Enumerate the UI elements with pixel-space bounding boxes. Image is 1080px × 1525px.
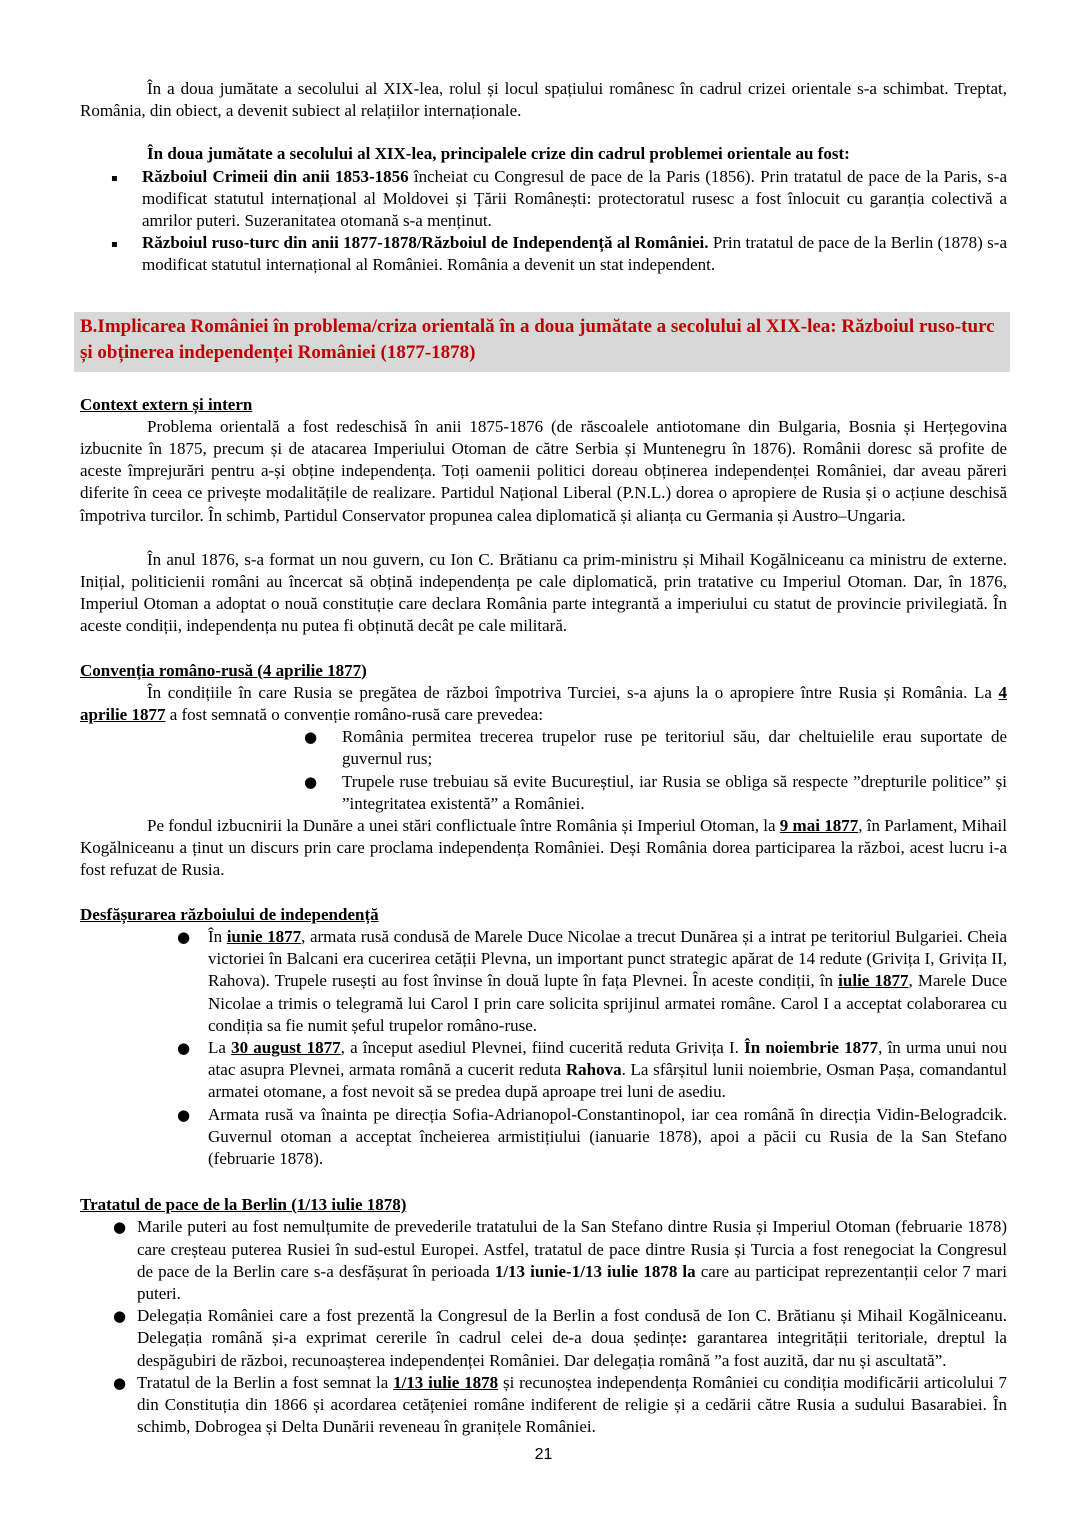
text-run: În noiembrie 1877 — [744, 1037, 879, 1057]
text-run: : — [681, 1328, 688, 1348]
disc-bullet-icon: ● — [113, 1218, 127, 1237]
list-item — [80, 1305, 1007, 1372]
text-run: a fost semnată o convenție româno-rusă care prevedea: — [165, 705, 544, 725]
context-paragraph-1: Problema orientală a fost redeschisă în anii 1875-1876 (de răscoalele antiotomane din Bulgaria, Bosnia și Herțegovina izbucnite în 1875, precum și de atacarea Imperiului Otoman de către Serbia și Muntenegru în 1876). Românii doresc să profite de aceste împrejurări pentru a-și obține independența. Toți oamenii politici doreau obținerea independenței României, dar aveau păreri diferite în ceea ce privește modalitățile de realizare. Partidul Național Liberal (P.N.L.) dorea o apropiere de Rusia și o acțiune deschisă împotriva turcilor. În schimb, Partidul Conservator propunea calea diplomatică și alianța cu Germania și Austro–Ungaria. — [80, 416, 1007, 525]
berlin-heading — [80, 1194, 1007, 1216]
text-run: și recunoștea independența României cu condiția modificării articolului 7 din Constituția din 1866 și acordarea cetățeniei române indiferent de religie și a cedării către Rusia a sudului Basarabiei. În schimb, Dobrogea și Delta Dunării reveneau în granițele României. — [137, 1372, 1007, 1437]
square-bullet-icon: ▪ — [111, 172, 118, 184]
list-item-text: Trupele ruse trebuiau să evite Bucureștiul, iar Rusia se obliga să respecte ”drepturile politice” și ”integritatea existentă” a României. — [342, 771, 1007, 813]
crises-lead-line: În doua jumătate a secolului al XIX-lea, principalele crize din cadrul problemei orientale au fost: — [147, 144, 850, 164]
convention-heading-text: Convenția româno-rusă (4 aprilie 1877) — [80, 660, 367, 680]
text-run: , armata rusă condusă de Marele Duce Nicolae a trecut Dunărea și a intrat pe teritoriul Bulgariei. Cheia victoriei în Balcani era cucerirea cetății Plevna, un important punct strategic apărat de 14 redute (Grivița I, Grivița II, Rahova). Trupele rusești au fost învinse în două lupte în fața Plevnei. În aceste condiții, în — [208, 926, 1008, 991]
text-run: iulie 1877 — [838, 971, 909, 991]
disc-bullet-icon: ● — [177, 1105, 191, 1124]
text-run: 30 august 1877 — [231, 1037, 341, 1057]
text-run: , în urma unui nou atac asupra Plevnei, armata română a cucerit reduta — [208, 1037, 1007, 1080]
list-item — [80, 1372, 1007, 1439]
text-run: Pe fondul izbucnirii la Dunăre a unei stări conflictuale între România și Imperiul Otoman, la — [147, 816, 780, 836]
text-run: , a început asediul Plevnei, fiind cucerită reduta Grivița I. — [340, 1037, 745, 1057]
list-item — [80, 771, 1007, 815]
war-heading-text: Desfășurarea războiului de independență — [80, 904, 379, 924]
text-run: care au participat reprezentanții celor 7 mari puteri. — [137, 1261, 1007, 1303]
berlin-heading-text: Tratatul de pace de la Berlin (1/13 iulie 1878) — [80, 1195, 407, 1215]
disc-bullet-icon: ● — [113, 1373, 127, 1392]
page-number: 21 — [534, 1446, 553, 1464]
convention-clause-list — [80, 726, 1007, 815]
text-run: Tratatul de la Berlin a fost semnat la — [137, 1372, 394, 1392]
list-item — [80, 1104, 1007, 1171]
list-item-text — [137, 1306, 1007, 1369]
disc-bullet-icon: ● — [304, 772, 318, 791]
text-run: , Marele Duce Nicolae a trimis o telegramă lui Carol I prin care solicita sprijinul armatei române. Carol I a acceptat colaborarea cu condiția sa fie numit șeful trupelor româno-ruse. — [208, 971, 1007, 1035]
list-item — [80, 926, 1007, 1037]
text-run: La — [208, 1037, 232, 1057]
list-item — [80, 726, 1007, 770]
war-heading — [80, 904, 1007, 926]
text-run: Armata rusă va înainta pe direcția Sofia-Adrianopol-Constantinopol, iar cea română în direcția Vidin-Belogradcik. Guvernul otoman a acceptat încheierea armistițiului (ianuarie 1878), apoi a păcii cu Rusia de la San Stefano (februarie 1878). — [208, 1104, 1007, 1168]
disc-bullet-icon: ● — [177, 1038, 191, 1057]
text-run: Războiul ruso-turc din anii 1877-1878/Războiul de Independență al României. — [142, 233, 709, 253]
text-run: . La sfârșitul lunii noiembrie, Osman Pașa, comandantul armatei otomane, a fost nevoit să se predea după aproape trei luni de asediu. — [208, 1060, 1008, 1102]
parliament-paragraph — [80, 815, 1007, 882]
disc-bullet-icon: ● — [304, 728, 318, 747]
text-run: Rahova — [565, 1060, 622, 1080]
text-run: garantarea integrității teritoriale, dreptul la despăgubiri de război, recunoașterea independenței României. Dar delegația română ”a fost auzită, dar nu și ascultată”. — [137, 1328, 1007, 1370]
text-run: În condițiile în care Rusia se pregătea de război împotriva Turciei, s-a ajuns la o apropiere între Rusia și România. La — [147, 682, 999, 702]
list-item-text — [208, 927, 1007, 1035]
list-item — [80, 1216, 1007, 1305]
text-run: Delegația României care a fost prezentă la Congresul de la Berlin a fost condusă de Ion C. Brătianu și Mihail Kogălniceanu. Delegația română și-a exprimat cererile în cadrul celei de-a doua ședințe — [137, 1306, 1007, 1348]
list-item-text: România permitea trecerea trupelor ruse pe teritoriul său, dar cheltuielile erau suportate de guvernul rus; — [342, 727, 1007, 769]
list-item — [80, 166, 1007, 233]
list-item-text — [208, 1038, 1007, 1101]
text-run: 1/13 iunie-1/13 iulie 1878 la — [494, 1261, 696, 1281]
text-run: Prin tratatul de pace de la Berlin (1878) s-a modificat statutul internațional al României. România a devenit un stat independent. — [142, 233, 1007, 275]
list-item-text — [142, 233, 1007, 274]
disc-bullet-icon: ● — [113, 1307, 127, 1326]
intro-paragraph: În a doua jumătate a secolului al XIX-lea, rolul și locul spațiului românesc în cadrul crizei orientale s-a schimbat. Treptat, România, din obiect, a devenit subiect al relațiilor internaționale. — [80, 79, 1007, 121]
convention-heading — [80, 660, 1007, 682]
section-b-heading: B.Implicarea României în problema/criza orientală în a doua jumătate a secolului al XIX-lea: Războiul ruso-turc și obținerea independenței României (1877-1878) — [74, 312, 1010, 372]
context-heading — [80, 394, 1007, 416]
crises-list — [80, 166, 1007, 277]
square-bullet-icon: ▪ — [111, 239, 118, 251]
list-item-text — [142, 167, 1007, 230]
list-item-text — [137, 1373, 1007, 1436]
text-run: 1/13 iulie 1878 — [393, 1372, 499, 1392]
text-run: Războiul Crimeii din anii 1853-1856 — [142, 166, 409, 186]
list-item-text — [208, 1105, 1007, 1168]
text-run: încheiat cu Congresul de pace de la Paris (1856). Prin tratatul de pace de la Paris, s-a modificat statutul internațional al Moldovei și Țării Românești: protectoratul rusesc a fost înlocuit cu garanția colectivă a amrilor puteri. Suzeranitatea otomană s-a menținut. — [142, 166, 1007, 231]
context-heading-text: Context extern și intern — [80, 394, 253, 414]
text-run: În — [208, 926, 227, 946]
convention-intro — [80, 682, 1007, 726]
context-paragraph-2: În anul 1876, s-a format un nou guvern, cu Ion C. Brătianu ca prim-ministru și Mihail Kogălniceanu ca ministru de externe. Inițial, politicienii români au încercat să obțină independența pe cale diplomatică, prin tratative cu Imperiul Otoman. Dar, în 1876, Imperiul Otoman a adoptat o nouă constituție care declara România parte integrantă a imperiului cu statut de provincie privilegiată. În aceste condiții, independența nu putea fi obținută decât pe cale militară. — [80, 549, 1007, 636]
text-run: 9 mai 1877 — [779, 816, 859, 836]
disc-bullet-icon: ● — [177, 927, 191, 946]
list-item — [80, 1037, 1007, 1104]
berlin-treaty-list — [80, 1216, 1007, 1438]
text-run: iunie 1877 — [226, 926, 302, 946]
war-events-list — [80, 926, 1007, 1170]
list-item-text — [137, 1217, 1007, 1303]
text-run: Marile puteri au fost nemulțumite de prevederile tratatului de la San Stefano dintre Rusia și Imperiul Otoman (februarie 1878) care creșteau puterea Rusiei în sud-estul Europei. Astfel, tratatul de pace dintre Rusia și Turcia a fost renegociat la Congresul de pace de la Berlin care s-a desfășurat în perioada — [137, 1217, 1007, 1281]
text-run: , în Parlament, Mihail Kogălniceanu a ținut un discurs prin care proclama independența României. Deși România dorea participarea la război, acest lucru i-a fost refuzat de Rusia. — [80, 816, 1007, 880]
text-run: 4 aprilie 1877 — [80, 682, 1007, 725]
list-item — [80, 232, 1007, 276]
